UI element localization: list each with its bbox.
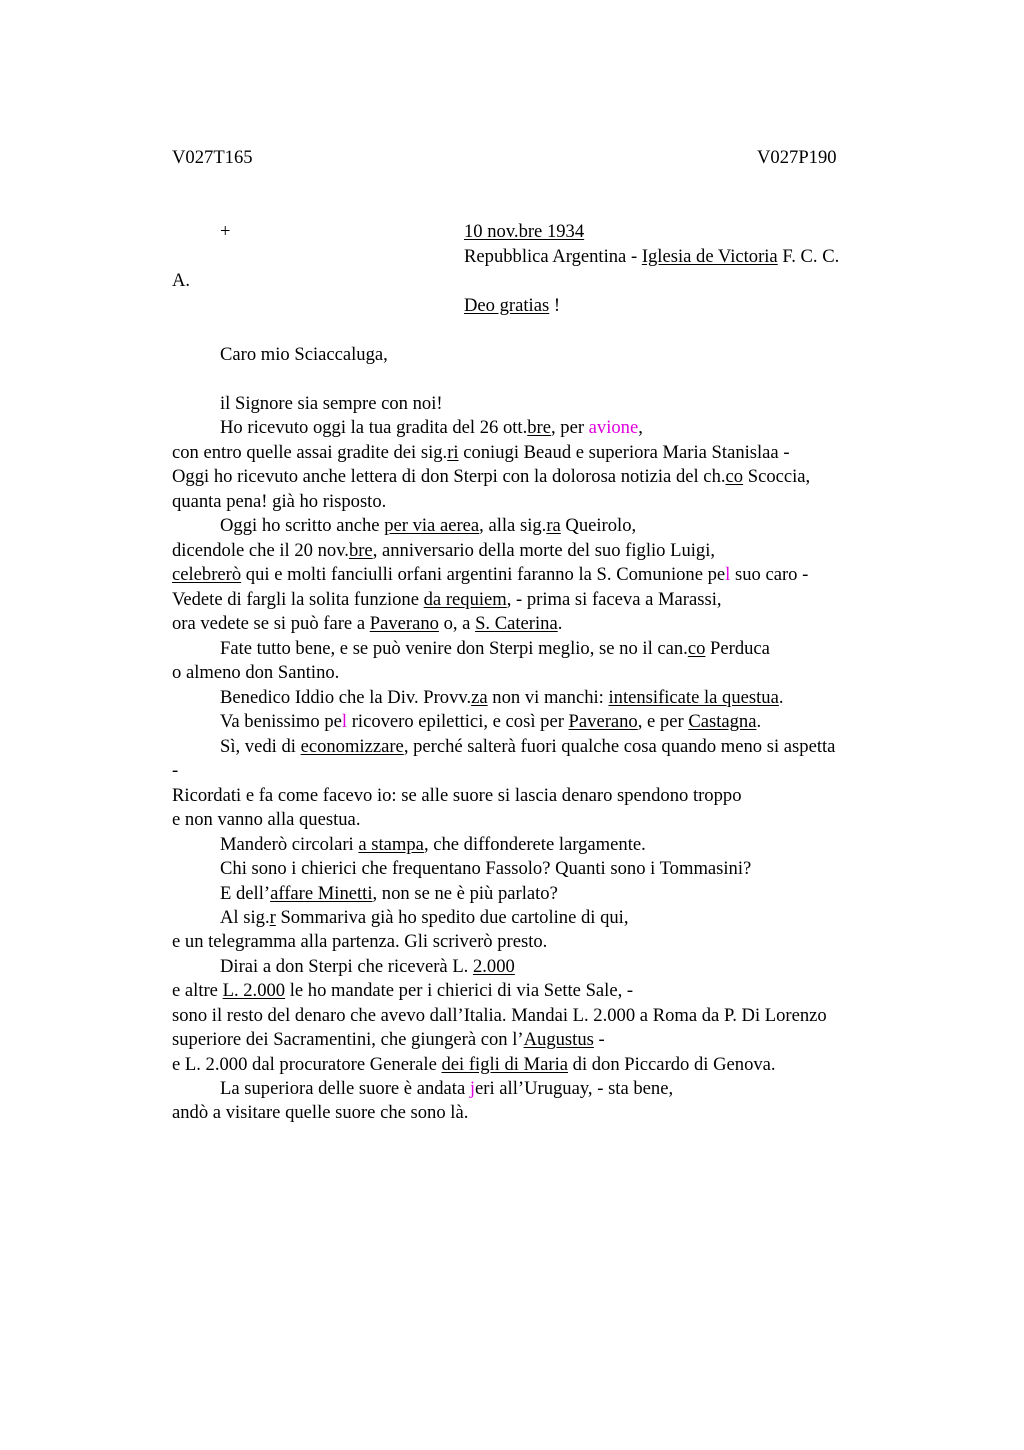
body-line: andò a visitare quelle suore che sono là. <box>172 1102 469 1123</box>
letter-date: 10 nov.bre 1934 <box>464 221 585 242</box>
body-line: Ricordati e fa come facevo io: se alle suore si lascia denaro spendono troppo <box>172 785 742 806</box>
body-line: - <box>172 760 179 781</box>
body-line: Oggi ho scritto anche per via aerea, alla sig.ra Queirolo, <box>220 515 637 536</box>
body-line: Benedico Iddio che la Div. Provv.za non vi manchi: intensificate la questua. <box>220 687 784 708</box>
body-line: dicendole che il 20 nov.bre, anniversario della morte del suo figlio Luigi, <box>172 540 716 561</box>
letter-place: Repubblica Argentina - Iglesia de Victoria F. C. C. <box>464 246 840 267</box>
body-line: e altre L. 2.000 le ho mandate per i chierici di via Sette Sale, - <box>172 980 634 1001</box>
body-line: Fate tutto bene, e se può venire don Sterpi meglio, se no il can.co Perduca <box>220 638 770 659</box>
body-line: Chi sono i chierici che frequentano Fassolo? Quanti sono i Tommasini? <box>220 858 752 879</box>
header-left-code: V027T165 <box>172 147 253 168</box>
cross-symbol: + <box>220 221 231 242</box>
body-line: sono il resto del denaro che avevo dall’Italia. Mandai L. 2.000 a Roma da P. Di Lorenzo <box>172 1005 827 1026</box>
body-line: e L. 2.000 dal procuratore Generale dei figli di Maria di don Piccardo di Genova. <box>172 1054 776 1075</box>
body-line: Al sig.r Sommariva già ho spedito due cartoline di qui, <box>220 907 629 928</box>
header-right-code: V027P190 <box>757 147 837 168</box>
body-line: Vedete di fargli la solita funzione da requiem, - prima si faceva a Marassi, <box>172 589 722 610</box>
body-line: E dell’affare Minetti, non se ne è più parlato? <box>220 883 558 904</box>
body-line: La superiora delle suore è andata jeri all’Uruguay, - sta bene, <box>220 1078 674 1099</box>
body-line: o almeno don Santino. <box>172 662 340 683</box>
letter-motto: Deo gratias ! <box>464 295 561 316</box>
body-line: Dirai a don Sterpi che riceverà L. 2.000 <box>220 956 515 977</box>
body-line: il Signore sia sempre con noi! <box>220 393 443 414</box>
body-line: e non vanno alla questua. <box>172 809 361 830</box>
body-line: superiore dei Sacramentini, che giungerà con l’Augustus - <box>172 1029 605 1050</box>
salutation: Caro mio Sciaccaluga, <box>220 344 388 365</box>
body-line: Oggi ho ricevuto anche lettera di don Sterpi con la dolorosa notizia del ch.co Scoccia, <box>172 466 811 487</box>
letter-place-wrap: A. <box>172 270 191 291</box>
body-line: quanta pena! già ho risposto. <box>172 491 387 512</box>
body-line: e un telegramma alla partenza. Gli scriverò presto. <box>172 931 548 952</box>
body-line: Ho ricevuto oggi la tua gradita del 26 ott.bre, per avione, <box>220 417 643 438</box>
body-line: ora vedete se si può fare a Paverano o, a S. Caterina. <box>172 613 563 634</box>
body-line: Sì, vedi di economizzare, perché salterà fuori qualche cosa quando meno si aspetta <box>220 736 836 757</box>
body-line: celebrerò qui e molti fanciulli orfani argentini faranno la S. Comunione pel suo caro - <box>172 564 809 585</box>
body-line: con entro quelle assai gradite dei sig.ri coniugi Beaud e superiora Maria Stanislaa - <box>172 442 790 463</box>
body-line: Manderò circolari a stampa, che diffonderete largamente. <box>220 834 646 855</box>
body-line: Va benissimo pel ricovero epilettici, e così per Paverano, e per Castagna. <box>220 711 762 732</box>
